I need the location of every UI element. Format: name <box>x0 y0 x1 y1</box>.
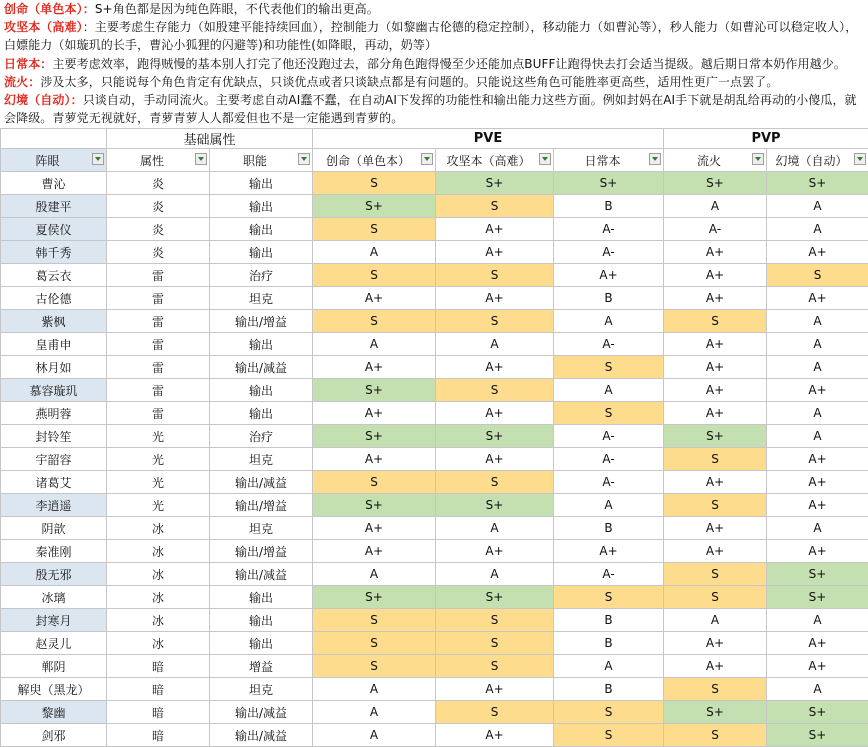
grade-cell-huanjing: A <box>767 425 868 448</box>
grade-cell-liuhuo: A+ <box>664 379 767 402</box>
element-cell: 炎 <box>107 218 210 241</box>
character-name-cell: 诸葛艾 <box>1 471 107 494</box>
grade-cell-huanjing: A <box>767 356 868 379</box>
grade-cell-richang: A- <box>554 448 664 471</box>
grade-cell-richang: A- <box>554 563 664 586</box>
grade-cell-liuhuo: A+ <box>664 517 767 540</box>
element-cell: 雷 <box>107 402 210 425</box>
grade-cell-richang: B <box>554 287 664 310</box>
grade-cell-chuangming: A <box>313 678 436 701</box>
column-header-zhenyan <box>1 149 107 172</box>
grade-cell-chuangming: S+ <box>313 379 436 402</box>
role-cell: 输出 <box>210 379 313 402</box>
role-cell: 输出 <box>210 218 313 241</box>
grade-cell-chuangming: S <box>313 218 436 241</box>
grade-cell-huanjing: A+ <box>767 471 868 494</box>
grade-cell-liuhuo: A+ <box>664 632 767 655</box>
element-cell: 光 <box>107 425 210 448</box>
role-cell: 输出 <box>210 241 313 264</box>
character-name-cell: 封铃笙 <box>1 425 107 448</box>
grade-cell-chuangming: A+ <box>313 287 436 310</box>
grade-cell-chuangming: A <box>313 333 436 356</box>
note-label: 流火： <box>4 75 40 89</box>
grade-cell-chuangming: S+ <box>313 425 436 448</box>
element-cell: 雷 <box>107 287 210 310</box>
note-paragraph <box>4 55 864 73</box>
grade-cell-huanjing: A+ <box>767 287 868 310</box>
character-name-cell: 林月如 <box>1 356 107 379</box>
grade-cell-huanjing: A+ <box>767 448 868 471</box>
role-cell: 治疗 <box>210 425 313 448</box>
grade-cell-huanjing: A <box>767 310 868 333</box>
character-name-cell: 剑邪 <box>1 724 107 747</box>
grade-cell-chuangming: S <box>313 609 436 632</box>
grade-cell-huanjing: A <box>767 517 868 540</box>
element-cell: 炎 <box>107 241 210 264</box>
grade-cell-richang: B <box>554 195 664 218</box>
note-label: 日常本： <box>4 57 52 71</box>
column-header-richang <box>554 149 664 172</box>
grade-cell-richang: A <box>554 379 664 402</box>
grade-cell-huanjing: A+ <box>767 379 868 402</box>
element-cell: 炎 <box>107 172 210 195</box>
grade-cell-richang: S+ <box>554 172 664 195</box>
filter-dropdown-icon[interactable] <box>649 153 661 165</box>
grade-cell-liuhuo: S <box>664 678 767 701</box>
table-row <box>1 678 868 701</box>
table-row <box>1 448 868 471</box>
character-name-cell: 慕容璇玑 <box>1 379 107 402</box>
column-header-role <box>210 149 313 172</box>
grade-cell-gongjian: A+ <box>436 724 554 747</box>
grade-cell-huanjing: A <box>767 218 868 241</box>
note-paragraph <box>4 91 864 127</box>
grade-cell-gongjian: A+ <box>436 448 554 471</box>
role-cell: 输出/增益 <box>210 310 313 333</box>
character-name-cell: 郸阴 <box>1 655 107 678</box>
filter-dropdown-icon[interactable] <box>752 153 764 165</box>
table-row <box>1 218 868 241</box>
grade-cell-huanjing: S+ <box>767 563 868 586</box>
role-cell: 输出/减益 <box>210 724 313 747</box>
element-cell: 炎 <box>107 195 210 218</box>
grade-cell-huanjing: A+ <box>767 655 868 678</box>
column-header-label: 阵眼 <box>35 152 71 169</box>
character-name-cell: 曹沁 <box>1 172 107 195</box>
element-cell: 暗 <box>107 701 210 724</box>
table-row <box>1 724 868 747</box>
column-header-label: 流火 <box>697 152 733 169</box>
role-cell: 坦克 <box>210 678 313 701</box>
grade-cell-gongjian: S+ <box>436 494 554 517</box>
table-row <box>1 287 868 310</box>
grade-cell-gongjian: A+ <box>436 402 554 425</box>
grade-cell-gongjian: A <box>436 333 554 356</box>
column-header-gongjian <box>436 149 554 172</box>
role-cell: 输出/减益 <box>210 701 313 724</box>
column-header-huanjing <box>767 149 868 172</box>
column-header-chuangming <box>313 149 436 172</box>
grade-cell-liuhuo: S <box>664 724 767 747</box>
table-row <box>1 540 868 563</box>
filter-dropdown-icon[interactable] <box>421 153 433 165</box>
grade-cell-richang: A- <box>554 333 664 356</box>
grade-cell-liuhuo: A+ <box>664 471 767 494</box>
element-cell: 光 <box>107 471 210 494</box>
grade-cell-liuhuo: A <box>664 609 767 632</box>
grade-cell-gongjian: S <box>436 471 554 494</box>
grade-cell-chuangming: A+ <box>313 448 436 471</box>
role-cell: 输出/增益 <box>210 494 313 517</box>
grade-cell-gongjian: A+ <box>436 241 554 264</box>
grade-cell-gongjian: S <box>436 701 554 724</box>
table-body <box>1 172 868 747</box>
grade-cell-chuangming: S+ <box>313 494 436 517</box>
table-row <box>1 655 868 678</box>
grade-cell-chuangming: A+ <box>313 517 436 540</box>
grade-cell-richang: A- <box>554 218 664 241</box>
role-cell: 输出 <box>210 172 313 195</box>
grade-cell-gongjian: A+ <box>436 356 554 379</box>
grade-cell-liuhuo: A- <box>664 218 767 241</box>
character-name-cell: 紫枫 <box>1 310 107 333</box>
grade-cell-chuangming: A+ <box>313 540 436 563</box>
grade-cell-richang: B <box>554 678 664 701</box>
element-cell: 雷 <box>107 310 210 333</box>
character-name-cell: 封寒月 <box>1 609 107 632</box>
element-cell: 雷 <box>107 264 210 287</box>
grade-cell-liuhuo: A+ <box>664 356 767 379</box>
element-cell: 雷 <box>107 379 210 402</box>
table-row <box>1 563 868 586</box>
note-label: 攻坚本（高难） <box>4 20 83 34</box>
grade-cell-richang: S <box>554 724 664 747</box>
grade-cell-gongjian: A <box>436 563 554 586</box>
table-row <box>1 471 868 494</box>
grade-cell-chuangming: S+ <box>313 586 436 609</box>
role-cell: 输出/减益 <box>210 471 313 494</box>
grade-cell-liuhuo: S <box>664 563 767 586</box>
grade-cell-liuhuo: A+ <box>664 287 767 310</box>
role-cell: 输出 <box>210 402 313 425</box>
element-cell: 冰 <box>107 540 210 563</box>
table-row <box>1 609 868 632</box>
role-cell: 坦克 <box>210 517 313 540</box>
grade-cell-liuhuo: A+ <box>664 540 767 563</box>
element-cell: 暗 <box>107 724 210 747</box>
note-paragraph <box>4 18 864 54</box>
table-row <box>1 425 868 448</box>
role-cell: 输出 <box>210 333 313 356</box>
note-text: S+角色都是因为纯色阵眼，不代表他们的输出更高。 <box>95 2 379 16</box>
grade-cell-huanjing: A+ <box>767 632 868 655</box>
element-cell: 冰 <box>107 517 210 540</box>
filter-dropdown-icon[interactable] <box>854 153 866 165</box>
table-row <box>1 195 868 218</box>
grade-cell-huanjing: A+ <box>767 494 868 517</box>
character-name-cell: 殷无邪 <box>1 563 107 586</box>
note-paragraph <box>4 0 864 18</box>
grade-cell-liuhuo: A <box>664 195 767 218</box>
grade-cell-huanjing: S+ <box>767 701 868 724</box>
element-cell: 暗 <box>107 678 210 701</box>
table-row <box>1 333 868 356</box>
filter-dropdown-icon[interactable] <box>298 153 310 165</box>
grade-cell-huanjing: A <box>767 609 868 632</box>
role-cell: 输出 <box>210 586 313 609</box>
grade-cell-gongjian: S <box>436 310 554 333</box>
grade-cell-chuangming: A <box>313 563 436 586</box>
character-name-cell: 葛云衣 <box>1 264 107 287</box>
grade-cell-richang: A- <box>554 471 664 494</box>
grade-cell-chuangming: S <box>313 310 436 333</box>
grade-cell-chuangming: A+ <box>313 356 436 379</box>
column-header-element <box>107 149 210 172</box>
grade-cell-liuhuo: A+ <box>664 402 767 425</box>
character-name-cell: 古伦德 <box>1 287 107 310</box>
element-cell: 雷 <box>107 333 210 356</box>
grade-cell-richang: A+ <box>554 264 664 287</box>
character-name-cell: 赵灵儿 <box>1 632 107 655</box>
grade-cell-liuhuo: S+ <box>664 701 767 724</box>
column-header-label: 攻坚本（高难） <box>447 152 543 169</box>
grade-cell-richang: S <box>554 356 664 379</box>
grade-cell-richang: A- <box>554 241 664 264</box>
column-header-label: 日常本 <box>585 152 633 169</box>
grade-cell-huanjing: A+ <box>767 540 868 563</box>
table-row <box>1 241 868 264</box>
grade-cell-gongjian: A+ <box>436 540 554 563</box>
table-row <box>1 494 868 517</box>
element-cell: 冰 <box>107 632 210 655</box>
grade-cell-gongjian: S+ <box>436 172 554 195</box>
grade-cell-huanjing: S+ <box>767 586 868 609</box>
notes-section <box>0 0 868 128</box>
note-text: 涉及太多，只能说每个角色肯定有优缺点，只谈优点或者只谈缺点都是有问题的。只能说这些角色可能胜率更高些，适用性更广一点罢了。 <box>40 75 778 89</box>
grade-cell-liuhuo: S <box>664 494 767 517</box>
grade-cell-richang: S <box>554 402 664 425</box>
table-row <box>1 517 868 540</box>
group-header-pvp: PVP <box>664 129 868 149</box>
grade-cell-gongjian: A+ <box>436 287 554 310</box>
grade-cell-gongjian: S+ <box>436 586 554 609</box>
grade-cell-richang: S <box>554 701 664 724</box>
note-text: ：主要考虑生存能力（如殷建平能持续回血），控制能力（如黎幽古伦德的稳定控制），移动能力（如曹沁等），秒人能力（如曹沁可以稳定收人），白嫖能力（如璇玑的长手，曹沁小狐狸的闪避等)和功能性(如降眼，再动，奶等） <box>4 20 857 52</box>
column-header-label: 职能 <box>243 152 279 169</box>
grade-cell-gongjian: S <box>436 379 554 402</box>
character-name-cell: 皇甫申 <box>1 333 107 356</box>
grade-cell-gongjian: S <box>436 195 554 218</box>
note-text: 主要考虑效率，跑得贼慢的基本别人打完了他还没跑过去，部分角色跑得慢至少还能加点BUFF让跑得快去打会适当提级。越后期日常本奶作用越少。 <box>52 57 846 71</box>
character-name-cell: 黎幽 <box>1 701 107 724</box>
tier-table <box>0 128 868 747</box>
grade-cell-richang: A <box>554 655 664 678</box>
role-cell: 增益 <box>210 655 313 678</box>
group-header-row <box>1 129 868 149</box>
column-header-label: 属性 <box>140 152 176 169</box>
group-header-pve: PVE <box>313 129 664 149</box>
note-label: 幻境（自动）： <box>4 93 83 107</box>
grade-cell-gongjian: S <box>436 655 554 678</box>
note-text: 只谈自动，手动同流火。主要考虑自动AI蠢不蠢，在自动AI下发挥的功能性和输出能力这些方面。例如封妈在AI手下就是胡乱给再动的小傻瓜，就会降级。青萝党无视就好，青萝青萝人人都爱但也不是一定能遇到青萝的。 <box>4 93 857 125</box>
grade-cell-liuhuo: A+ <box>664 333 767 356</box>
grade-cell-richang: S <box>554 586 664 609</box>
grade-cell-gongjian: S <box>436 632 554 655</box>
character-name-cell: 秦准刚 <box>1 540 107 563</box>
grade-cell-huanjing: S+ <box>767 724 868 747</box>
grade-cell-chuangming: A <box>313 241 436 264</box>
element-cell: 光 <box>107 448 210 471</box>
role-cell: 输出/减益 <box>210 356 313 379</box>
grade-cell-huanjing: S+ <box>767 172 868 195</box>
grade-cell-huanjing: A <box>767 333 868 356</box>
blank-header-cell <box>1 129 107 149</box>
table-row <box>1 701 868 724</box>
column-header-label: 创命（单色本） <box>326 152 422 169</box>
character-name-cell: 阴歆 <box>1 517 107 540</box>
grade-cell-huanjing: A+ <box>767 241 868 264</box>
table-row <box>1 586 868 609</box>
grade-cell-liuhuo: S <box>664 448 767 471</box>
role-cell: 坦克 <box>210 448 313 471</box>
table-row <box>1 632 868 655</box>
note-paragraph <box>4 73 864 91</box>
character-name-cell: 夏侯仪 <box>1 218 107 241</box>
character-name-cell: 燕明蓉 <box>1 402 107 425</box>
table-row <box>1 379 868 402</box>
grade-cell-liuhuo: S+ <box>664 172 767 195</box>
role-cell: 输出/减益 <box>210 563 313 586</box>
role-cell: 治疗 <box>210 264 313 287</box>
group-header-basic: 基础属性 <box>107 129 313 149</box>
column-header-liuhuo <box>664 149 767 172</box>
grade-cell-liuhuo: S+ <box>664 425 767 448</box>
grade-cell-chuangming: S+ <box>313 195 436 218</box>
filter-dropdown-icon[interactable] <box>539 153 551 165</box>
grade-cell-richang: A+ <box>554 540 664 563</box>
column-header-label: 幻境（自动） <box>776 152 860 169</box>
filter-dropdown-icon[interactable] <box>195 153 207 165</box>
grade-cell-chuangming: A+ <box>313 402 436 425</box>
element-cell: 冰 <box>107 586 210 609</box>
grade-cell-gongjian: S <box>436 264 554 287</box>
grade-cell-richang: A- <box>554 425 664 448</box>
element-cell: 冰 <box>107 563 210 586</box>
table-row <box>1 310 868 333</box>
grade-cell-liuhuo: A+ <box>664 264 767 287</box>
element-cell: 暗 <box>107 655 210 678</box>
grade-cell-chuangming: S <box>313 264 436 287</box>
table-row <box>1 356 868 379</box>
role-cell: 输出 <box>210 195 313 218</box>
filter-dropdown-icon[interactable] <box>92 153 104 165</box>
grade-cell-chuangming: A <box>313 701 436 724</box>
grade-cell-huanjing: S <box>767 264 868 287</box>
grade-cell-richang: B <box>554 609 664 632</box>
grade-cell-chuangming: A <box>313 724 436 747</box>
grade-cell-liuhuo: A+ <box>664 241 767 264</box>
character-name-cell: 李逍遥 <box>1 494 107 517</box>
grade-cell-liuhuo: S <box>664 586 767 609</box>
grade-cell-huanjing: A <box>767 402 868 425</box>
role-cell: 输出/增益 <box>210 540 313 563</box>
grade-cell-chuangming: S <box>313 655 436 678</box>
table-row <box>1 264 868 287</box>
grade-cell-gongjian: A <box>436 517 554 540</box>
grade-cell-gongjian: A+ <box>436 218 554 241</box>
column-header-row <box>1 149 868 172</box>
character-name-cell: 宇韶容 <box>1 448 107 471</box>
table-row <box>1 402 868 425</box>
character-name-cell: 冰璃 <box>1 586 107 609</box>
character-name-cell: 解臾（黑龙） <box>1 678 107 701</box>
table-row <box>1 172 868 195</box>
element-cell: 雷 <box>107 356 210 379</box>
character-name-cell: 韩千秀 <box>1 241 107 264</box>
grade-cell-richang: B <box>554 632 664 655</box>
grade-cell-richang: A <box>554 310 664 333</box>
grade-cell-richang: B <box>554 517 664 540</box>
grade-cell-gongjian: A+ <box>436 678 554 701</box>
note-label: 创命（单色本）： <box>4 2 95 16</box>
grade-cell-chuangming: S <box>313 471 436 494</box>
grade-cell-liuhuo: S <box>664 310 767 333</box>
role-cell: 坦克 <box>210 287 313 310</box>
grade-cell-gongjian: S+ <box>436 425 554 448</box>
element-cell: 冰 <box>107 609 210 632</box>
element-cell: 光 <box>107 494 210 517</box>
role-cell: 输出 <box>210 632 313 655</box>
grade-cell-huanjing: A <box>767 678 868 701</box>
role-cell: 输出 <box>210 609 313 632</box>
character-name-cell: 殷建平 <box>1 195 107 218</box>
grade-cell-chuangming: S <box>313 172 436 195</box>
grade-cell-liuhuo: A+ <box>664 655 767 678</box>
grade-cell-gongjian: S <box>436 609 554 632</box>
grade-cell-chuangming: S <box>313 632 436 655</box>
grade-cell-richang: A <box>554 494 664 517</box>
grade-cell-huanjing: A <box>767 195 868 218</box>
